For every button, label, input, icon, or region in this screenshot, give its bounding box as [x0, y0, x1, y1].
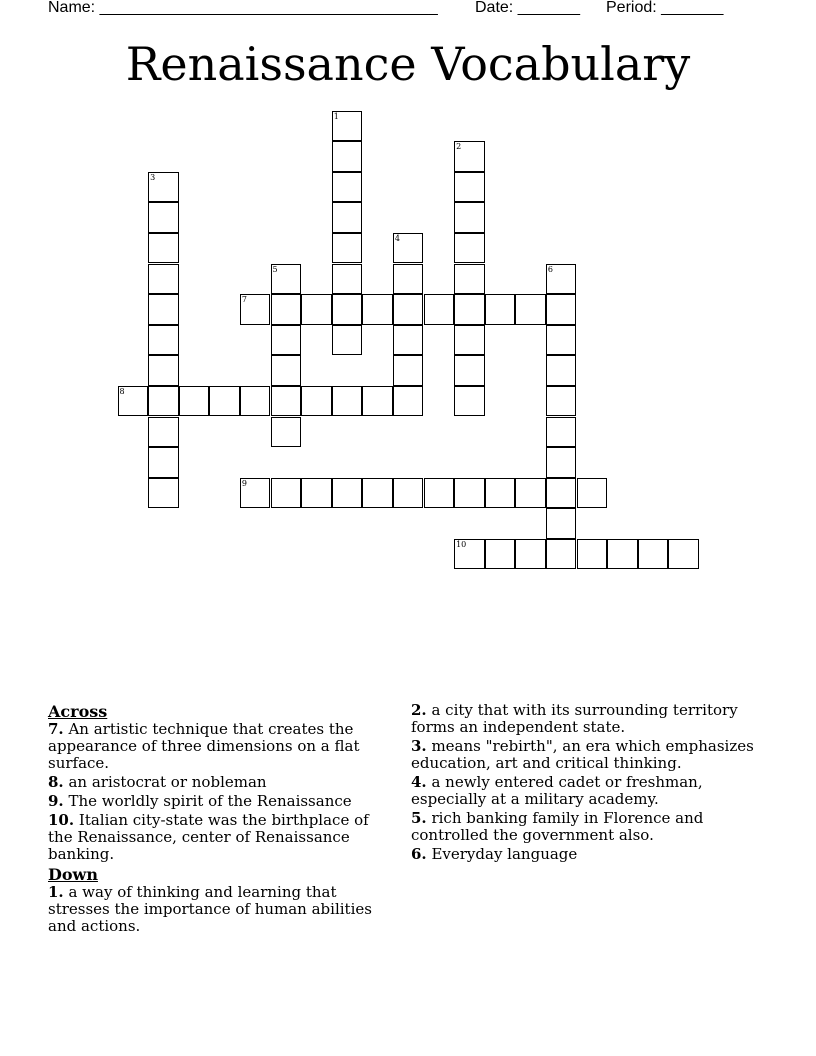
- crossword-cell[interactable]: [301, 294, 332, 325]
- crossword-cell[interactable]: [546, 508, 577, 539]
- clue-across-10: [48, 812, 388, 863]
- clues-column-left: [48, 702, 388, 937]
- clue-text: an aristocrat or nobleman: [68, 773, 267, 791]
- crossword-cell[interactable]: [454, 294, 485, 325]
- crossword-cell[interactable]: [546, 539, 577, 570]
- crossword-cell[interactable]: [546, 355, 577, 386]
- crossword-cell[interactable]: [271, 355, 302, 386]
- crossword-cell[interactable]: [362, 294, 393, 325]
- crossword-cell[interactable]: [148, 478, 179, 509]
- crossword-cell[interactable]: [271, 294, 302, 325]
- cell-number: 9: [241, 478, 247, 488]
- clue-number: 4.: [411, 773, 427, 791]
- down-heading: Down: [48, 865, 98, 884]
- clue-across-9: [48, 793, 388, 810]
- cell-number: 6: [547, 264, 553, 274]
- cell-number: 3: [150, 172, 156, 182]
- clue-number: 7.: [48, 720, 64, 738]
- clue-number: 6.: [411, 845, 427, 863]
- crossword-cell[interactable]: [271, 478, 302, 509]
- clue-text: a newly entered cadet or freshman, especially at a military academy.: [411, 773, 703, 808]
- clue-down-1: [48, 884, 388, 935]
- crossword-cell[interactable]: [393, 264, 424, 295]
- crossword-cell[interactable]: [332, 264, 363, 295]
- clue-across-8: [48, 774, 388, 791]
- crossword-cell[interactable]: [424, 294, 455, 325]
- crossword-cell[interactable]: [148, 233, 179, 264]
- clue-number: 10.: [48, 811, 75, 829]
- crossword-cell[interactable]: [332, 202, 363, 233]
- clues-column-right: [411, 702, 756, 865]
- date-blank: _______: [517, 0, 580, 16]
- crossword-cell[interactable]: [332, 111, 363, 142]
- clue-text: rich banking family in Florence and controlled the government also.: [411, 809, 704, 844]
- crossword-cell[interactable]: [577, 539, 608, 570]
- crossword-cell[interactable]: [668, 539, 699, 570]
- crossword-cell[interactable]: [179, 386, 210, 417]
- clue-number: 1.: [48, 883, 64, 901]
- crossword-cell[interactable]: [240, 386, 271, 417]
- cell-number: 10: [456, 539, 467, 549]
- clue-across-7: [48, 721, 388, 772]
- crossword-cell[interactable]: [332, 386, 363, 417]
- crossword-cell[interactable]: [393, 478, 424, 509]
- cell-number: 2: [456, 142, 462, 152]
- crossword-cell[interactable]: [454, 202, 485, 233]
- crossword-cell[interactable]: [209, 386, 240, 417]
- period-label: Period:: [606, 0, 657, 16]
- crossword-cell[interactable]: [454, 264, 485, 295]
- crossword-cell[interactable]: [393, 386, 424, 417]
- crossword-cell[interactable]: [454, 386, 485, 417]
- crossword-cell[interactable]: [638, 539, 669, 570]
- crossword-cell[interactable]: [515, 539, 546, 570]
- across-heading: Across: [48, 702, 108, 721]
- crossword-cell[interactable]: [515, 294, 546, 325]
- crossword-cell[interactable]: [485, 478, 516, 509]
- clue-text: Italian city-state was the birthplace of the Renaissance, center of Renaissance banking.: [48, 811, 369, 863]
- clue-number: 2.: [411, 701, 427, 719]
- clue-number: 3.: [411, 737, 427, 755]
- crossword-cell[interactable]: [393, 233, 424, 264]
- crossword-cell[interactable]: [301, 386, 332, 417]
- crossword-cell[interactable]: [148, 355, 179, 386]
- crossword-cell[interactable]: [148, 417, 179, 448]
- page-title: Renaissance Vocabulary: [125, 37, 691, 91]
- crossword-cell[interactable]: [546, 447, 577, 478]
- crossword-cell[interactable]: [393, 294, 424, 325]
- crossword-cell[interactable]: [332, 478, 363, 509]
- crossword-cell[interactable]: [148, 202, 179, 233]
- clue-down-2: [411, 702, 756, 736]
- cell-number: 5: [272, 264, 278, 274]
- name-blank: ______________________________________: [99, 0, 438, 16]
- crossword-cell[interactable]: [546, 386, 577, 417]
- crossword-cell[interactable]: [546, 264, 577, 295]
- crossword-cell[interactable]: [546, 325, 577, 356]
- crossword-cell[interactable]: [271, 325, 302, 356]
- clue-text: means "rebirth", an era which emphasizes education, art and critical thinking.: [411, 737, 754, 772]
- crossword-cell[interactable]: [118, 386, 149, 417]
- crossword-cell[interactable]: [148, 294, 179, 325]
- crossword-cell[interactable]: [148, 264, 179, 295]
- crossword-cell[interactable]: [148, 172, 179, 203]
- crossword-cell[interactable]: [546, 294, 577, 325]
- crossword-cell[interactable]: [332, 172, 363, 203]
- clue-number: 5.: [411, 809, 427, 827]
- crossword-cell[interactable]: [148, 325, 179, 356]
- crossword-cell[interactable]: [454, 233, 485, 264]
- crossword-cell[interactable]: [332, 294, 363, 325]
- crossword-cell[interactable]: [393, 325, 424, 356]
- crossword-cell[interactable]: [362, 386, 393, 417]
- crossword-cell[interactable]: [454, 478, 485, 509]
- crossword-cell[interactable]: [546, 478, 577, 509]
- cell-number: 4: [394, 233, 400, 243]
- crossword-cell[interactable]: [332, 141, 363, 172]
- crossword-cell[interactable]: [271, 264, 302, 295]
- crossword-cell[interactable]: [148, 386, 179, 417]
- crossword-cell[interactable]: [301, 478, 332, 509]
- crossword-cell[interactable]: [271, 386, 302, 417]
- crossword-cell[interactable]: [271, 417, 302, 448]
- crossword-cell[interactable]: [240, 478, 271, 509]
- crossword-cell[interactable]: [485, 294, 516, 325]
- crossword-cell[interactable]: [362, 478, 393, 509]
- clue-down-6: [411, 846, 756, 863]
- crossword-cell[interactable]: [515, 478, 546, 509]
- clue-down-3: [411, 738, 756, 772]
- crossword-cell[interactable]: [332, 233, 363, 264]
- crossword-cell[interactable]: [577, 478, 608, 509]
- crossword-cell[interactable]: [454, 325, 485, 356]
- crossword-cell[interactable]: [332, 325, 363, 356]
- crossword-cell[interactable]: [454, 355, 485, 386]
- crossword-cell[interactable]: [240, 294, 271, 325]
- name-label: Name:: [48, 0, 96, 16]
- crossword-cell[interactable]: [454, 172, 485, 203]
- clue-text: An artistic technique that creates the appearance of three dimensions on a flat surface.: [48, 720, 360, 772]
- clue-text: a city that with its surrounding territory forms an independent state.: [411, 701, 738, 736]
- crossword-cell[interactable]: [485, 539, 516, 570]
- clue-number: 9.: [48, 792, 64, 810]
- date-label: Date:: [475, 0, 514, 16]
- crossword-cell[interactable]: [546, 417, 577, 448]
- cell-number: 8: [119, 386, 125, 396]
- clue-text: a way of thinking and learning that stresses the importance of human abilities and actions.: [48, 883, 372, 935]
- crossword-cell[interactable]: [148, 447, 179, 478]
- crossword-cell[interactable]: [607, 539, 638, 570]
- clue-text: The worldly spirit of the Renaissance: [68, 792, 352, 810]
- clue-down-5: [411, 810, 756, 844]
- clue-text: Everyday language: [431, 845, 578, 863]
- clue-down-4: [411, 774, 756, 808]
- period-blank: _______: [661, 0, 724, 16]
- cell-number: 7: [241, 295, 247, 305]
- crossword-cell[interactable]: [454, 141, 485, 172]
- crossword-cell[interactable]: [454, 539, 485, 570]
- crossword-cell[interactable]: [424, 478, 455, 509]
- cell-number: 1: [333, 111, 339, 121]
- clue-number: 8.: [48, 773, 64, 791]
- crossword-cell[interactable]: [393, 355, 424, 386]
